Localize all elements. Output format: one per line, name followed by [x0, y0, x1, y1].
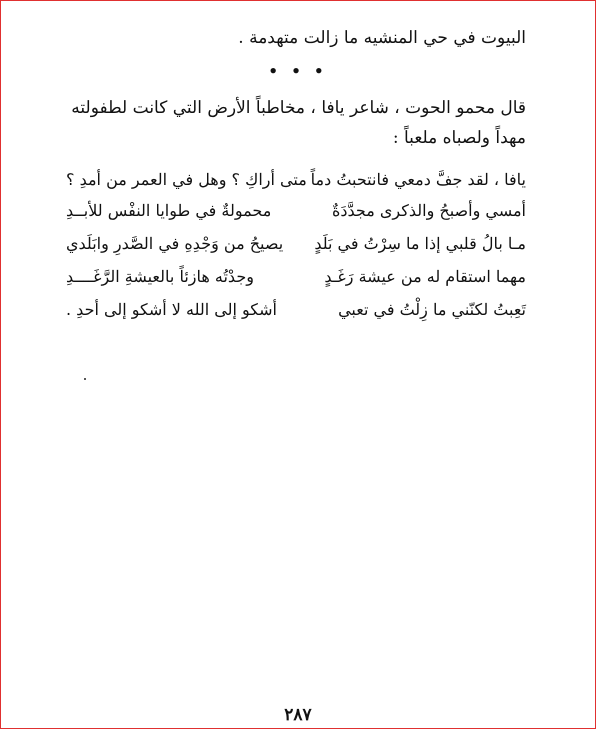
- verse-first-hemistich: مهما استقام له من عيشة رَغَـدٍ: [324, 267, 526, 286]
- intro-line-1: قال محمو الحوت ، شاعر يافا ، مخاطباً الأرض التي كانت لطفولته: [71, 98, 526, 118]
- verse-first-hemistich: مـا بالُ قلبي إذا ما سِرْتُ في بَلَدٍ: [314, 234, 526, 253]
- verse-first-hemistich: أمسي وأصبحُ والذكرى مجدَّدَةٌ: [331, 201, 526, 220]
- verse-row: [66, 170, 526, 198]
- top-line: البيوت في حي المنشيه ما زالت متهدمة .: [238, 28, 526, 48]
- verse-first-hemistich: تَعِبتُ لكنّني ما زِلْتُ في تعبي: [338, 300, 526, 319]
- verse-second-hemistich: أشكو إلى الله لا أشكو إلى أحدِ .: [66, 300, 277, 319]
- stray-mark: [84, 378, 86, 380]
- section-separator: • • •: [268, 62, 328, 80]
- verse-second-hemistich: متى أراكِ ؟ وهل في العمر من أمدِ ؟: [66, 170, 307, 189]
- page-number: ٢٨٧: [284, 705, 312, 725]
- intro-line-2: مهداً ولصباه ملعباً :: [392, 128, 526, 148]
- verse-first-hemistich: يافا ، لقد جفَّ دمعي فانتحبتُ دماً: [310, 170, 526, 189]
- verse-row: [66, 201, 526, 229]
- verse-second-hemistich: يصيحُ من وَجْدِهِ في الصَّدرِ وابَلَدي: [66, 234, 284, 253]
- verse-row: [66, 267, 526, 295]
- verse-row: [66, 300, 526, 328]
- verse-second-hemistich: محمولةٌ في طوايا النفْس للأبــدِ: [66, 201, 272, 220]
- verse-second-hemistich: وجدْتُه هازئاً بالعيشةِ الرَّغَــــدِ: [66, 267, 254, 286]
- verse-row: [66, 234, 526, 262]
